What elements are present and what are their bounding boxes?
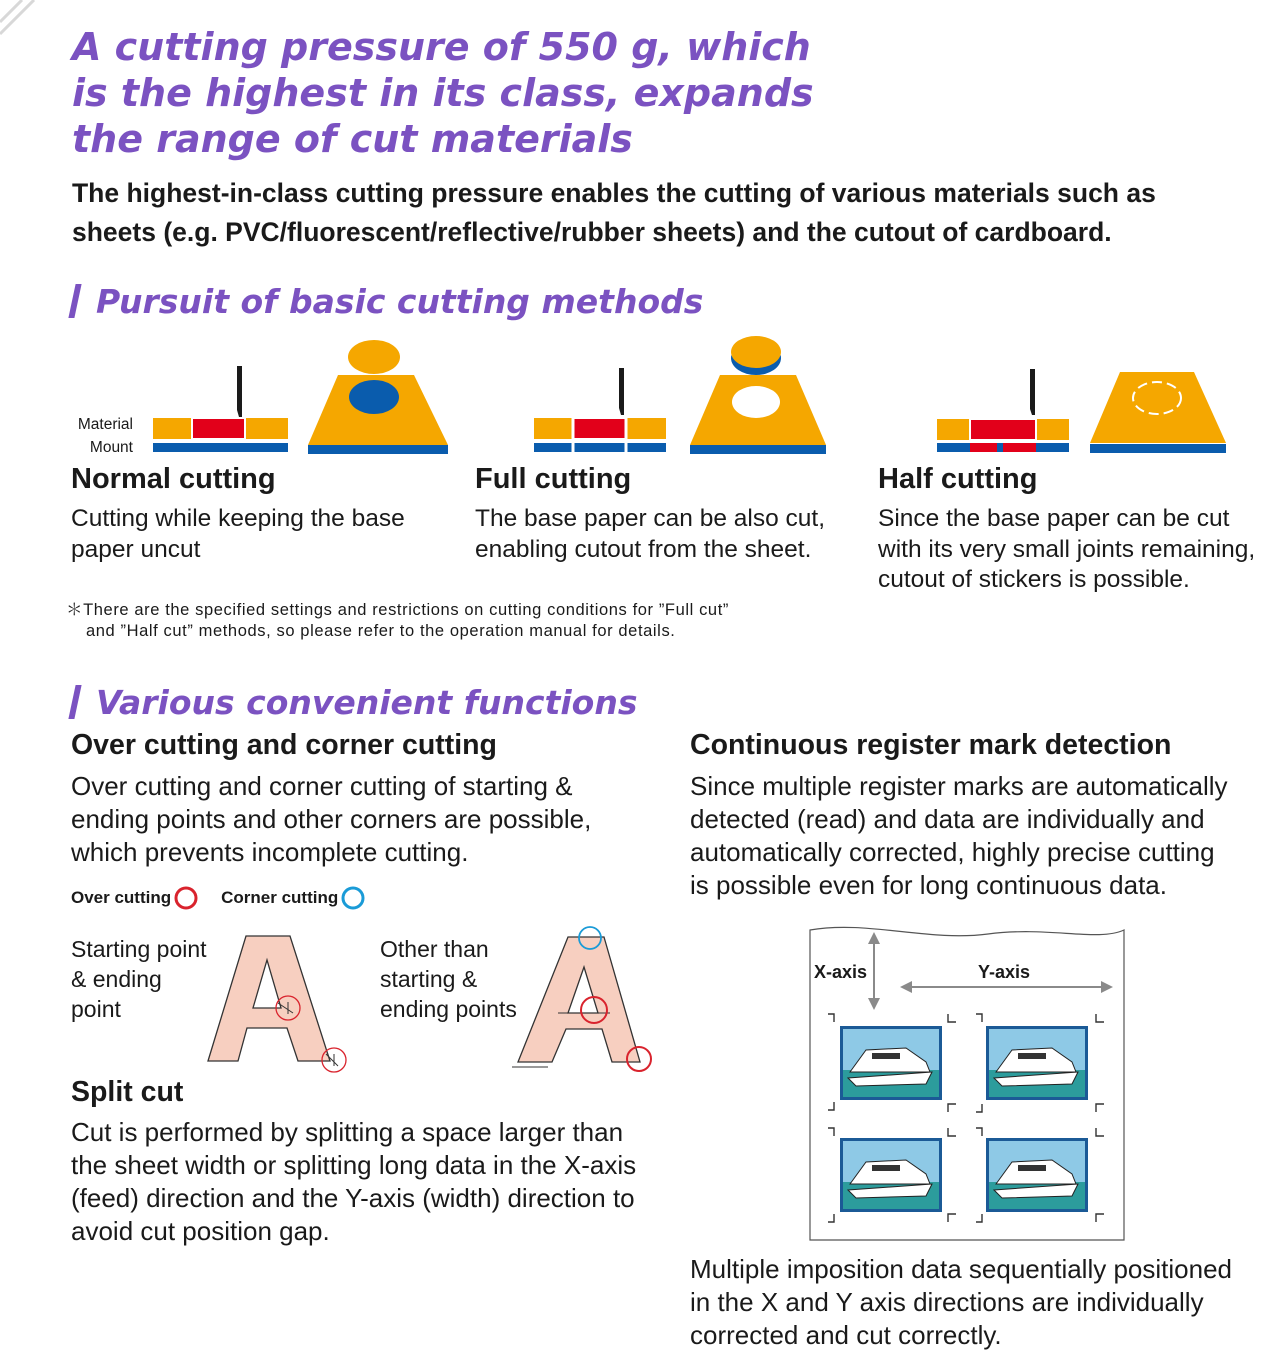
method-full xyxy=(475,463,825,565)
label-start-end xyxy=(71,934,207,1024)
method-desc-line: with its very small joints remaining, xyxy=(878,535,1256,563)
register-caption-line: corrected and cut correctly. xyxy=(690,1320,1002,1350)
method-normal xyxy=(71,463,405,565)
legend-over-cutting: Over cutting xyxy=(71,888,172,907)
method-title-full: Full cutting xyxy=(475,463,632,495)
section-title-functions: Various convenient functions xyxy=(96,682,638,722)
y-axis-label: Y-axis xyxy=(978,962,1031,982)
split-cut-desc-line: the sheet width or splitting long data in the X-axis xyxy=(71,1150,637,1180)
register-desc-line: Since multiple register marks are automatically xyxy=(690,771,1228,801)
method-desc-line: Cutting while keeping the base xyxy=(71,505,405,532)
label-other-points xyxy=(380,934,517,1024)
register-caption-line: in the X and Y axis directions are individually xyxy=(690,1287,1204,1317)
method-desc-half xyxy=(878,504,1255,596)
split-cut-desc xyxy=(71,1116,636,1248)
register-desc-line: is possible even for long continuous data. xyxy=(690,870,1167,900)
register-sheet-diagram xyxy=(808,922,1126,1242)
over-cutting-desc-line: ending points and other corners are possible, xyxy=(71,804,592,834)
label-line: Other than xyxy=(380,936,489,962)
note-line-2: and ”Half cut” methods, so please refer to the operation manual for details. xyxy=(86,622,676,640)
cutting-legend xyxy=(71,884,368,912)
split-cut-desc-line: (feed) direction and the Y-axis (width) direction to xyxy=(71,1183,635,1213)
section-bar xyxy=(68,685,81,719)
split-cut-title: Split cut xyxy=(71,1076,184,1108)
register-caption-line: Multiple imposition data sequentially positioned xyxy=(690,1254,1232,1284)
method-desc-full xyxy=(475,504,825,565)
method-desc-line: The base paper can be also cut, xyxy=(475,505,826,532)
material-mount-labels xyxy=(60,413,133,459)
section-title-basic: Pursuit of basic cutting methods xyxy=(96,281,704,321)
method-title-normal: Normal cutting xyxy=(71,463,276,495)
label-line: Starting point xyxy=(71,936,207,962)
register-desc xyxy=(690,770,1228,902)
half-cutting-diagram xyxy=(933,365,1233,460)
intro-paragraph xyxy=(72,174,1252,252)
method-half xyxy=(878,463,1255,596)
over-cutting-circle-icon xyxy=(171,884,201,912)
title-line-2: is the highest in its class, expands xyxy=(72,71,814,115)
section-heading-basic xyxy=(72,281,703,321)
legend-corner-cutting: Corner cutting xyxy=(221,888,339,907)
method-desc-normal xyxy=(71,504,405,565)
register-desc-line: detected (read) and data are individually and xyxy=(690,804,1205,834)
full-cutting-diagram xyxy=(530,330,830,460)
register-desc-line: automatically corrected, highly precise cutting xyxy=(690,837,1215,867)
corner-cutting-circle-icon xyxy=(338,884,368,912)
corner-stripes-decoration xyxy=(0,0,60,40)
over-cutting-desc xyxy=(71,770,591,869)
section-bar xyxy=(68,284,81,318)
method-desc-line: cutout of stickers is possible. xyxy=(878,566,1190,593)
register-title: Continuous register mark detection xyxy=(690,729,1172,761)
method-title-half: Half cutting xyxy=(878,463,1038,495)
mount-label: Mount xyxy=(89,439,133,456)
letter-a-corner-cut-diagram xyxy=(510,925,660,1075)
over-cutting-title: Over cutting and corner cutting xyxy=(71,729,497,761)
intro-line-2: sheets (e.g. PVC/fluorescent/reflective/rubber sheets) and the cutout of cardboard. xyxy=(72,217,1112,247)
section-heading-functions xyxy=(72,682,638,722)
note-line-1: ＊There are the specified settings and restrictions on cutting conditions for ”Full cut” xyxy=(66,601,729,619)
x-axis-label: X-axis xyxy=(814,962,868,982)
method-desc-line: paper uncut xyxy=(71,535,201,563)
label-line: starting & xyxy=(380,966,478,992)
label-line: point xyxy=(71,996,121,1022)
normal-cutting-diagram xyxy=(150,335,450,460)
split-cut-desc-line: Cut is performed by splitting a space larger than xyxy=(71,1117,624,1147)
split-cut-desc-line: avoid cut position gap. xyxy=(71,1216,330,1246)
page-title xyxy=(72,24,972,162)
title-line-1: A cutting pressure of 550 g, which xyxy=(72,25,811,69)
method-desc-line: enabling cutout from the sheet. xyxy=(475,535,812,563)
letter-a-over-cut-diagram xyxy=(198,928,358,1078)
over-cutting-desc-line: Over cutting and corner cutting of starting & xyxy=(71,771,573,801)
title-line-3: the range of cut materials xyxy=(72,117,633,161)
method-desc-line: Since the base paper can be cut xyxy=(878,505,1230,532)
over-cutting-desc-line: which prevents incomplete cutting. xyxy=(71,837,469,867)
material-label: Material xyxy=(77,416,133,433)
label-line: & ending xyxy=(71,966,162,992)
register-caption xyxy=(690,1253,1232,1352)
label-line: ending points xyxy=(380,996,517,1022)
intro-line-1: The highest-in-class cutting pressure enables the cutting of various materials such as xyxy=(72,178,1156,208)
cutting-note xyxy=(66,600,729,642)
